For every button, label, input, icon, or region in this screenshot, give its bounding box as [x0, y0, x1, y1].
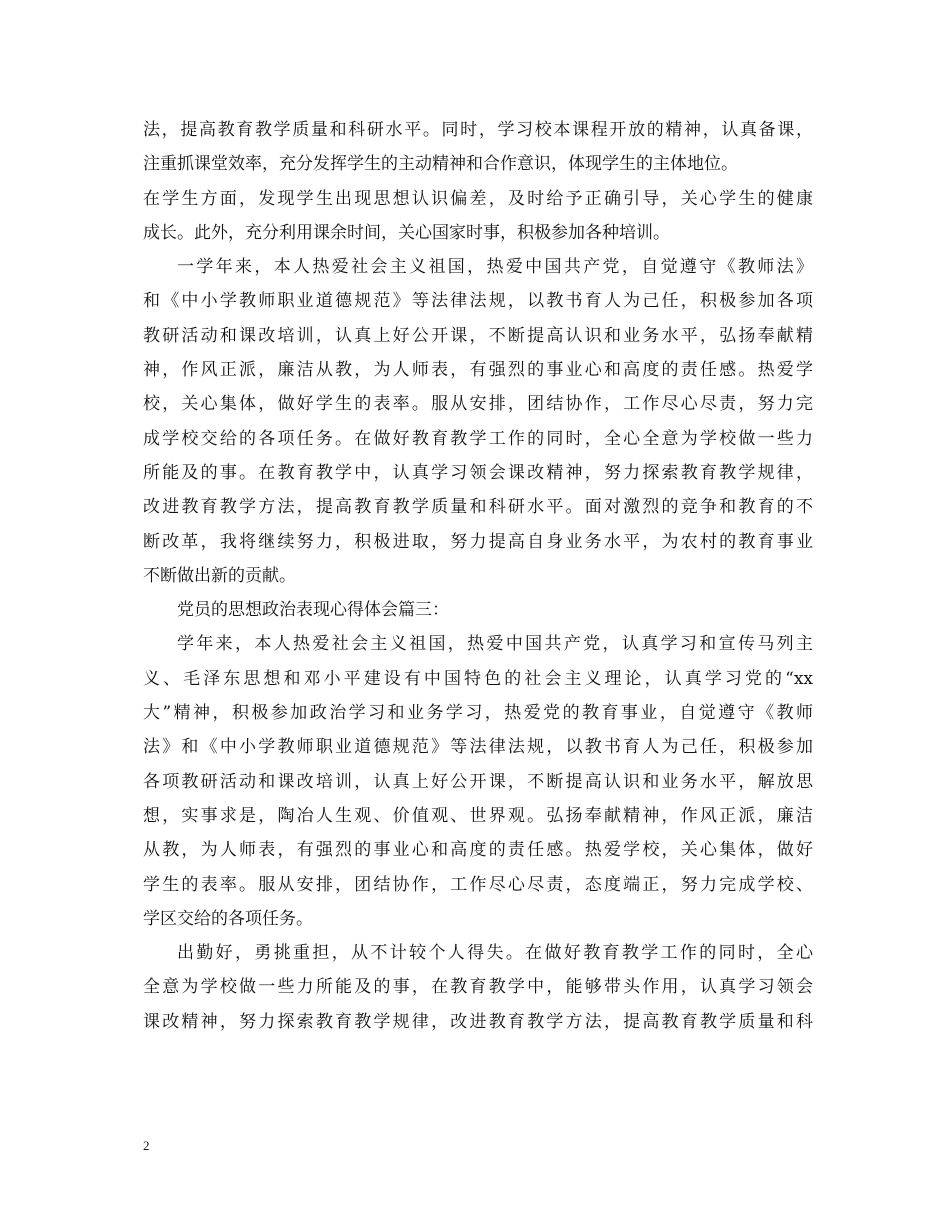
text-line: 全意为学校做一些力所能及的事，在教育教学中，能够带头作用，认真学习领会 [143, 977, 813, 998]
text-line: 课改精神，努力探索教育教学规律，改进教育教学方法，提高教育教学质量和科 [143, 1011, 813, 1032]
text-line: 各项教研活动和课改培训，认真上好公开课，不断提高认识和业务水平，解放思 [143, 771, 813, 792]
text-line: 成长。此外，充分利用课余时间，关心国家时事，积极参加各种培训。 [143, 222, 670, 243]
text-line: 在学生方面，发现学生出现思想认识偏差，及时给予正确引导，关心学生的健康 [143, 188, 813, 209]
text-line: 从教，为人师表，有强烈的事业心和高度的责任感。热爱学校，关心集体，做好 [143, 840, 813, 861]
text-line: 学生的表率。服从安排，团结协作，工作尽心尽责，态度端正，努力完成学校、 [143, 874, 813, 895]
text-line: 学年来，本人热爱社会主义祖国，热爱中国共产党，认真学习和宣传马列主 [177, 634, 813, 655]
text-line: 义、毛泽东思想和邓小平建设有中国特色的社会主义理论，认真学习党的“xx [143, 668, 813, 689]
text-line: 教研活动和课改培训，认真上好公开课，不断提高认识和业务水平，弘扬奉献精 [143, 325, 813, 346]
text-line: 党员的思想政治表现心得体会篇三： [177, 600, 449, 621]
text-line: 不断做出新的贡献。 [143, 565, 296, 586]
text-line: 法》和《中小学教师职业道德规范》等法律法规，以教书育人为己任，积极参加 [143, 737, 813, 758]
document-body [143, 113, 813, 1039]
text-line: 法，提高教育教学质量和科研水平。同时，学习校本课程开放的精神，认真备课， [143, 120, 813, 140]
page-number: 2 [143, 1138, 150, 1153]
text-line: 一学年来，本人热爱社会主义祖国，热爱中国共产党，自觉遵守《教师法》 [177, 257, 813, 278]
text-line: 出勤好，勇挑重担，从不计较个人得失。在做好教育教学工作的同时，全心 [177, 943, 813, 964]
text-line: 神，作风正派，廉洁从教，为人师表，有强烈的事业心和高度的责任感。热爱学 [143, 360, 813, 381]
text-line: 注重抓课堂效率，充分发挥学生的主动精神和合作意识，体现学生的主体地位。 [143, 154, 738, 175]
text-line: 学区交给的各项任务。 [143, 908, 313, 929]
text-line: 大”精神，积极参加政治学习和业务学习，热爱党的教育事业，自觉遵守《教师 [143, 703, 813, 724]
text-line: 和《中小学教师职业道德规范》等法律法规，以教书育人为己任，积极参加各项 [143, 291, 813, 312]
text-line: 想，实事求是，陶冶人生观、价值观、世界观。弘扬奉献精神，作风正派，廉洁 [143, 805, 813, 826]
text-line: 校，关心集体，做好学生的表率。服从安排，团结协作，工作尽心尽责，努力完 [143, 394, 813, 415]
text-line: 成学校交给的各项任务。在做好教育教学工作的同时，全心全意为学校做一些力 [143, 428, 813, 449]
text-line: 所能及的事。在教育教学中，认真学习领会课改精神，努力探索教育教学规律， [143, 462, 813, 483]
text-line: 断改革，我将继续努力，积极进取，努力提高自身业务水平，为农村的教育事业 [143, 531, 813, 552]
text-line: 改进教育教学方法，提高教育教学质量和科研水平。面对激烈的竞争和教育的不 [143, 497, 813, 518]
